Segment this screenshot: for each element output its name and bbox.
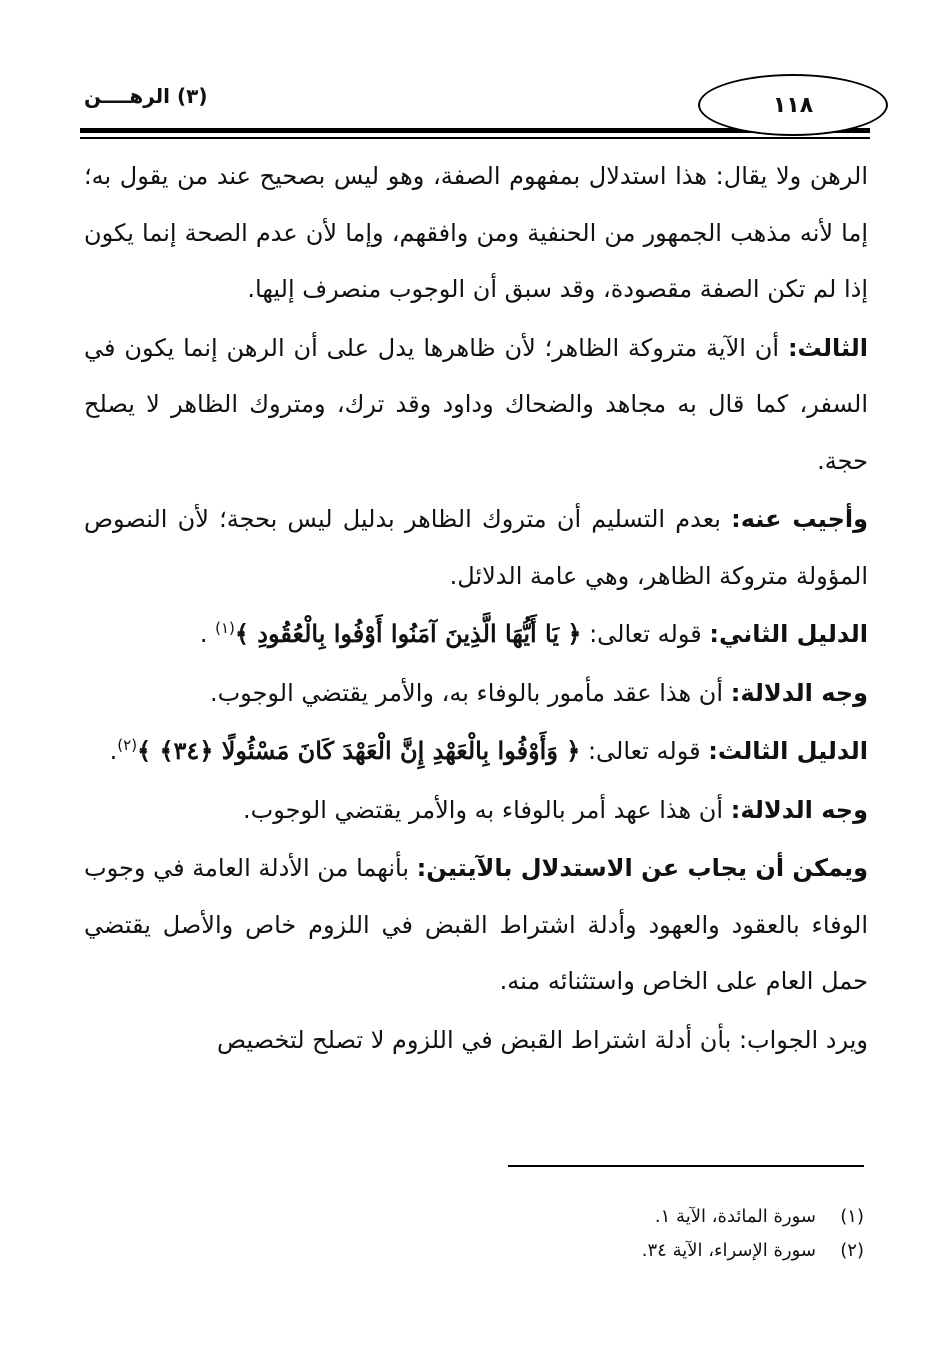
paragraph-1: الرهن ولا يقال: هذا استدلال بمفهوم الصفة، وهو ليس بصحيح عند من يقول به؛ إما لأنه مذهب الجمهور من الحنفية ومن وافقهم، وإما لأن عدم الصحة إنما يكون إذا لم تكن الصفة مقصودة، وقد سبق أن الوجوب منصرف إليها. <box>84 162 868 303</box>
paragraph-2-lead: الثالث: <box>787 333 868 362</box>
paragraph-4-end: . <box>199 620 216 648</box>
footnote-2 <box>400 1234 864 1268</box>
paragraph-8-text: بأنهما من الأدلة العامة في وجوب الوفاء بالعقود والعهود وأدلة اشتراط القبض في اللزوم خاص والأصل يقتضي حمل العام على الخاص واستثنائه منه. <box>84 854 868 995</box>
paragraph-8 <box>84 840 868 1010</box>
paragraph-4 <box>84 606 868 663</box>
paragraph-3 <box>84 491 868 604</box>
paragraph-3-lead: وأجيب عنه: <box>731 505 869 533</box>
paragraph-5 <box>84 665 868 722</box>
paragraph-4-lead: الدليل الثاني: <box>709 620 868 648</box>
page-number: ١١٨ <box>698 74 888 136</box>
paragraph-6-end: . <box>109 737 118 765</box>
paragraph-2-text: أن الآية متروكة الظاهر؛ لأن ظاهرها يدل على أن الرهن إنما يكون في السفر، كما قال به مجاهد والضحاك وداود وقد ترك، ومتروك الظاهر لا يصلح حجة. <box>84 333 868 475</box>
footnote-1 <box>400 1200 864 1234</box>
footnote-1-number: (١) <box>840 1206 864 1227</box>
header-rule-thin <box>80 137 870 139</box>
paragraph-7 <box>84 782 868 839</box>
quran-verse-2: ﴿ وَأَوْفُوا بِالْعَهْدِ إِنَّ الْعَهْدَ كَانَ مَسْئُولًا ﴿٣٤﴾ ﴾ <box>137 736 581 765</box>
footnote-separator <box>508 1165 864 1167</box>
paragraph-5-text: أن هذا عقد مأمور بالوفاء به، والأمر يقتضي الوجوب. <box>209 678 731 707</box>
footnote-2-text: سورة الإسراء، الآية ٣٤. <box>641 1240 816 1261</box>
paragraph-5-lead: وجه الدلالة: <box>730 678 868 707</box>
paragraph-3-text: بعدم التسليم أن متروك الظاهر بدليل ليس بحجة؛ لأن النصوص المؤولة متروكة الظاهر، وهي عامة الدلائل. <box>84 505 868 590</box>
body-text <box>84 148 868 1068</box>
footnotes <box>400 1200 864 1268</box>
page-header <box>80 70 870 140</box>
footnote-ref-1[interactable]: (١) <box>215 619 235 637</box>
paragraph-6-lead: الدليل الثالث: <box>708 737 868 765</box>
paragraph-2 <box>84 320 868 490</box>
paragraph-8-lead: ويمكن أن يجاب عن الاستدلال بالآيتين: <box>416 854 868 882</box>
footnote-2-number: (٢) <box>840 1240 864 1261</box>
paragraph-7-text: أن هذا عهد أمر بالوفاء به والأمر يقتضي الوجوب. <box>243 795 731 824</box>
quran-verse-1: ﴿ يَا أَيُّهَا الَّذِينَ آمَنُوا أَوْفُوا بِالْعُقُودِ ﴾ <box>234 619 582 648</box>
paragraph-9: ويرد الجواب: بأن أدلة اشتراط القبض في اللزوم لا تصلح لتخصيص <box>217 1025 868 1054</box>
paragraph-4-intro: قوله تعالى: <box>581 620 710 648</box>
paragraph-7-lead: وجه الدلالة: <box>730 795 868 824</box>
footnote-1-text: سورة المائدة، الآية ١. <box>654 1206 816 1227</box>
footnote-ref-2[interactable]: (٢) <box>117 736 138 754</box>
paragraph-6 <box>84 723 868 780</box>
running-title: (٣) الرهــــن <box>84 84 208 108</box>
paragraph-6-intro: قوله تعالى: <box>580 737 709 765</box>
